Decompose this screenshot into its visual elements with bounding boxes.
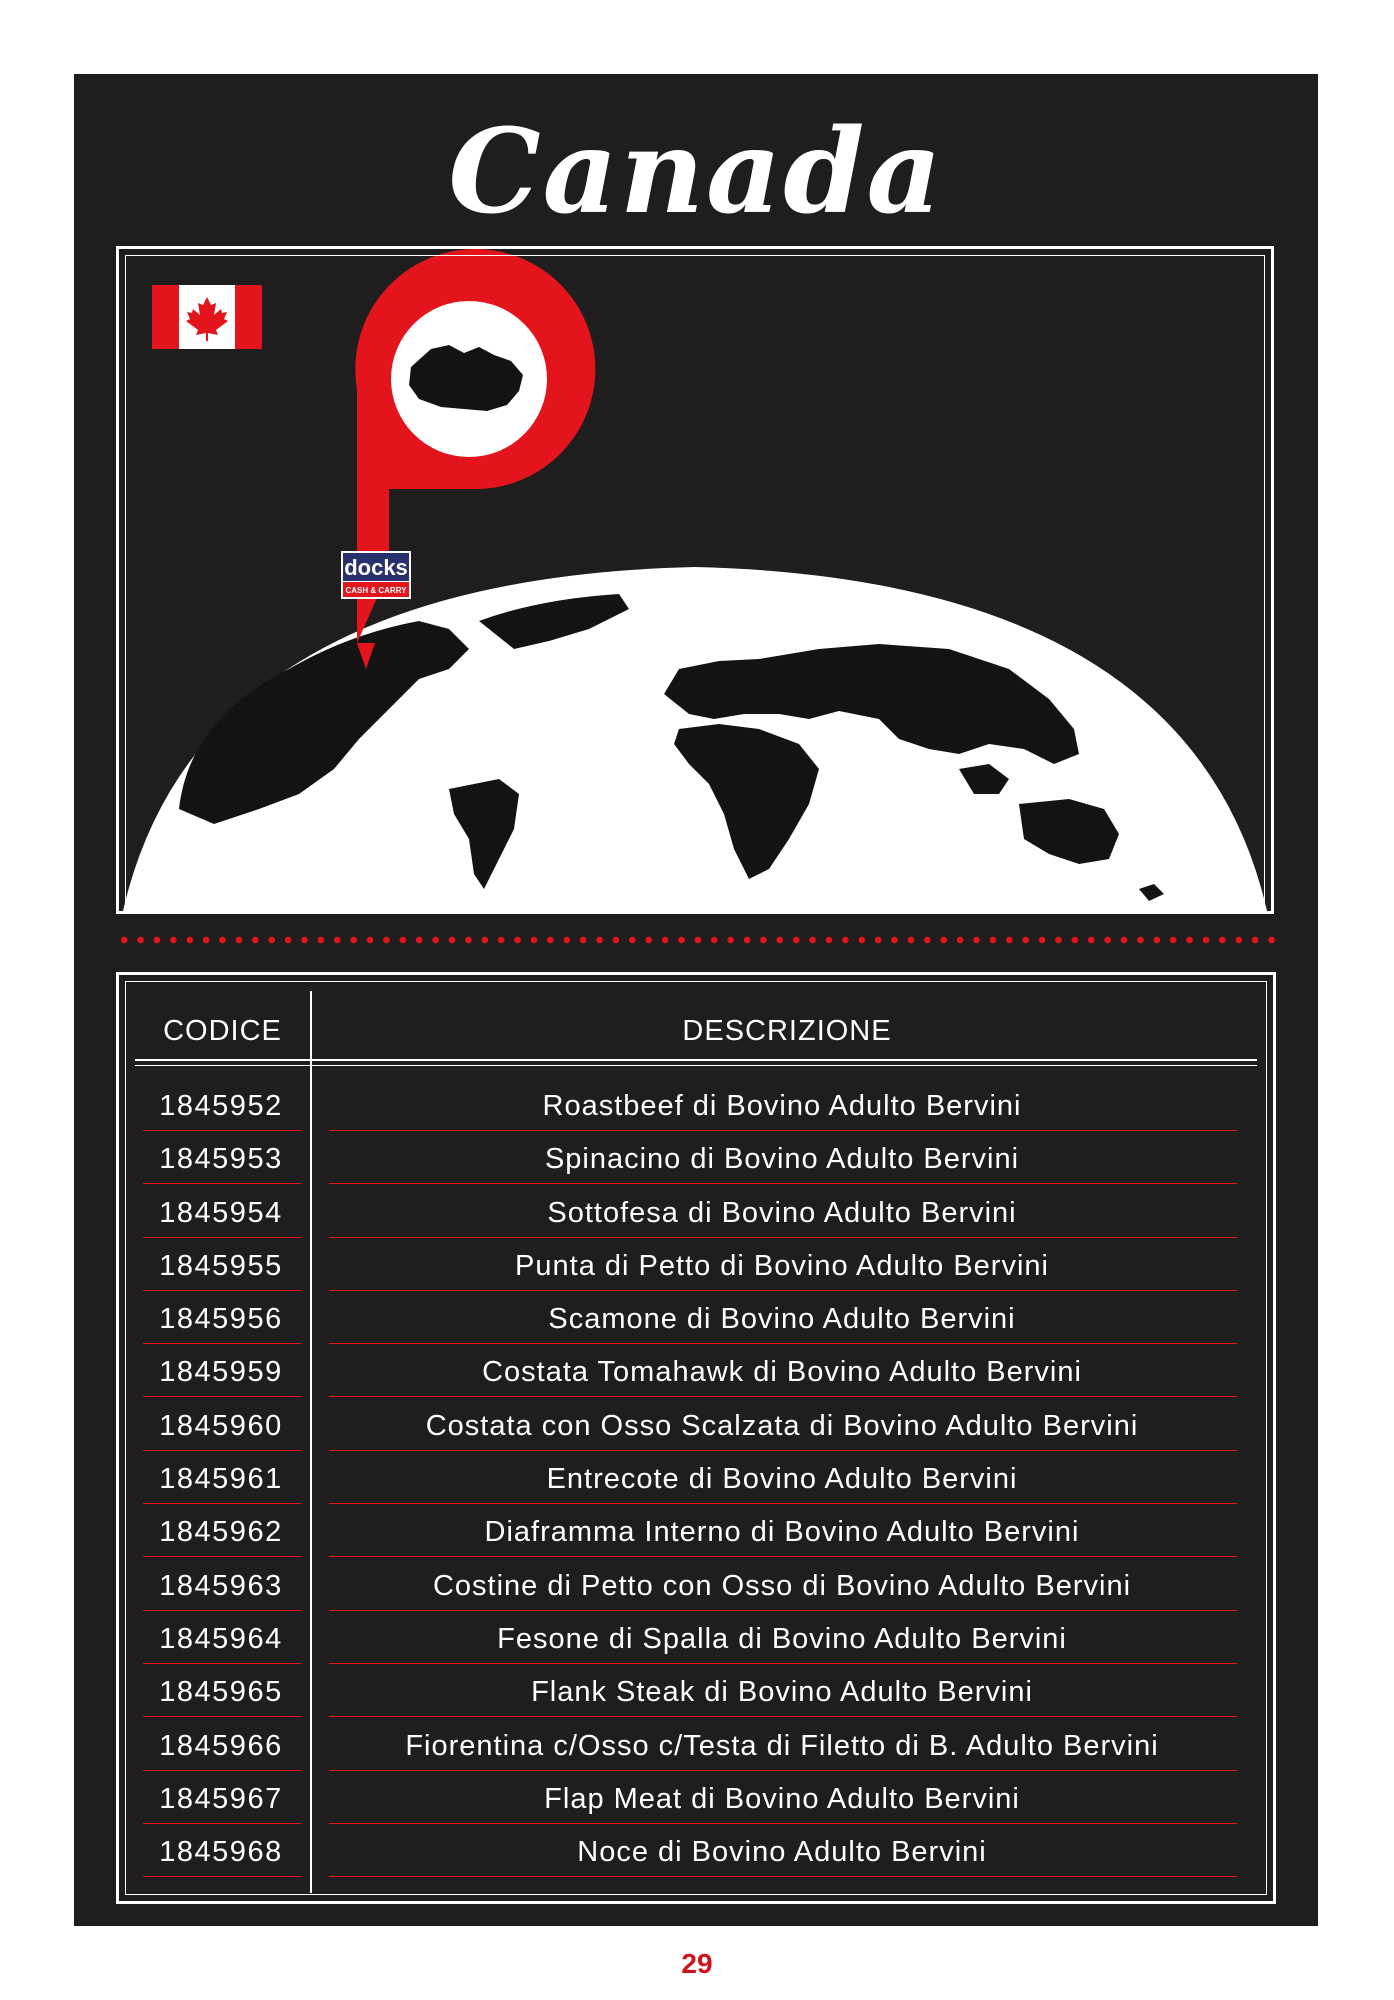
table-row [119,1776,1273,1829]
row-separator [143,1503,301,1504]
row-separator [143,1290,301,1291]
map-frame [116,246,1274,914]
table-row [119,1456,1273,1509]
header-rule [135,1059,1257,1061]
table-row [119,1563,1273,1616]
column-header-description: DESCRIZIONE [682,1015,892,1047]
table-row [119,1616,1273,1669]
row-separator [143,1663,301,1664]
row-separator [329,1770,1237,1771]
row-separator [329,1130,1237,1131]
product-code: 1845952 [159,1090,283,1122]
header-rule-secondary [135,1065,1257,1066]
row-separator [329,1396,1237,1397]
row-separator [143,1396,301,1397]
brand-badge [119,249,1271,911]
table-row [119,1083,1273,1136]
product-description: Costine di Petto con Osso di Bovino Adulto Bervini [432,1569,1132,1602]
product-description: Noce di Bovino Adulto Bervini [577,1836,987,1869]
product-code: 1845968 [159,1836,283,1869]
product-description: Sottofesa di Bovino Adulto Bervini [547,1196,1017,1229]
catalog-panel [74,74,1318,1926]
product-code: 1845959 [159,1356,283,1389]
product-description: Flank Steak di Bovino Adulto Bervini [531,1676,1033,1709]
table-row [119,1509,1273,1562]
row-separator [143,1183,301,1184]
product-code: 1845965 [159,1676,283,1709]
row-separator [329,1183,1237,1184]
page-title: Canada [448,104,944,240]
row-separator [143,1823,301,1824]
row-separator [329,1876,1237,1877]
column-header-code: CODICE [163,1015,282,1047]
row-separator [143,1770,301,1771]
product-code: 1845954 [159,1196,283,1229]
product-code: 1845956 [159,1303,283,1336]
product-code: 1845960 [159,1409,283,1442]
product-code: 1845963 [159,1569,283,1602]
product-description: Fiorentina c/Osso c/Testa di Filetto di B. Adulto Bervini [405,1729,1159,1762]
row-separator [329,1663,1237,1664]
dotted-divider [116,934,1276,946]
product-description: Flap Meat di Bovino Adulto Bervini [544,1782,1020,1815]
row-separator [329,1610,1237,1611]
table-body [119,1083,1273,1882]
row-separator [143,1716,301,1717]
product-code: 1845955 [159,1249,283,1282]
row-separator [143,1556,301,1557]
row-separator [329,1556,1237,1557]
product-code: 1845953 [159,1143,283,1176]
brand-badge-line1: docks [344,555,408,580]
product-description: Scamone di Bovino Adulto Bervini [548,1303,1016,1336]
row-separator [329,1503,1237,1504]
product-description: Punta di Petto di Bovino Adulto Bervini [515,1249,1049,1282]
product-description: Entrecote di Bovino Adulto Bervini [546,1463,1018,1496]
table-row [119,1190,1273,1243]
product-description: Diaframma Interno di Bovino Adulto Bervini [484,1516,1080,1549]
table-row [119,1349,1273,1402]
row-separator [143,1130,301,1131]
table-row [119,1296,1273,1349]
table-row [119,1403,1273,1456]
row-separator [143,1237,301,1238]
brand-badge-line2: CASH & CARRY [345,586,407,595]
row-separator [329,1237,1237,1238]
product-description: Roastbeef di Bovino Adulto Bervini [542,1090,1022,1122]
product-description: Costata Tomahawk di Bovino Adulto Bervini [482,1356,1082,1389]
row-separator [143,1450,301,1451]
product-code: 1845962 [159,1516,283,1549]
table-row [119,1136,1273,1189]
product-description: Costata con Osso Scalzata di Bovino Adulto Bervini [425,1409,1139,1442]
row-separator [329,1450,1237,1451]
product-table [116,972,1276,1904]
row-separator [143,1343,301,1344]
row-separator [329,1823,1237,1824]
table-row [119,1243,1273,1296]
product-code: 1845967 [159,1782,283,1815]
row-separator [143,1876,301,1877]
row-separator [329,1716,1237,1717]
product-code: 1845961 [159,1463,283,1496]
row-separator [143,1610,301,1611]
product-description: Fesone di Spalla di Bovino Adulto Bervini [497,1622,1067,1655]
product-description: Spinacino di Bovino Adulto Bervini [544,1143,1020,1176]
table-row [119,1723,1273,1776]
product-code: 1845966 [159,1729,283,1762]
page-number: 29 [681,1948,713,1979]
product-code: 1845964 [159,1622,283,1655]
table-row [119,1829,1273,1882]
table-row [119,1669,1273,1722]
row-separator [329,1343,1237,1344]
row-separator [329,1290,1237,1291]
